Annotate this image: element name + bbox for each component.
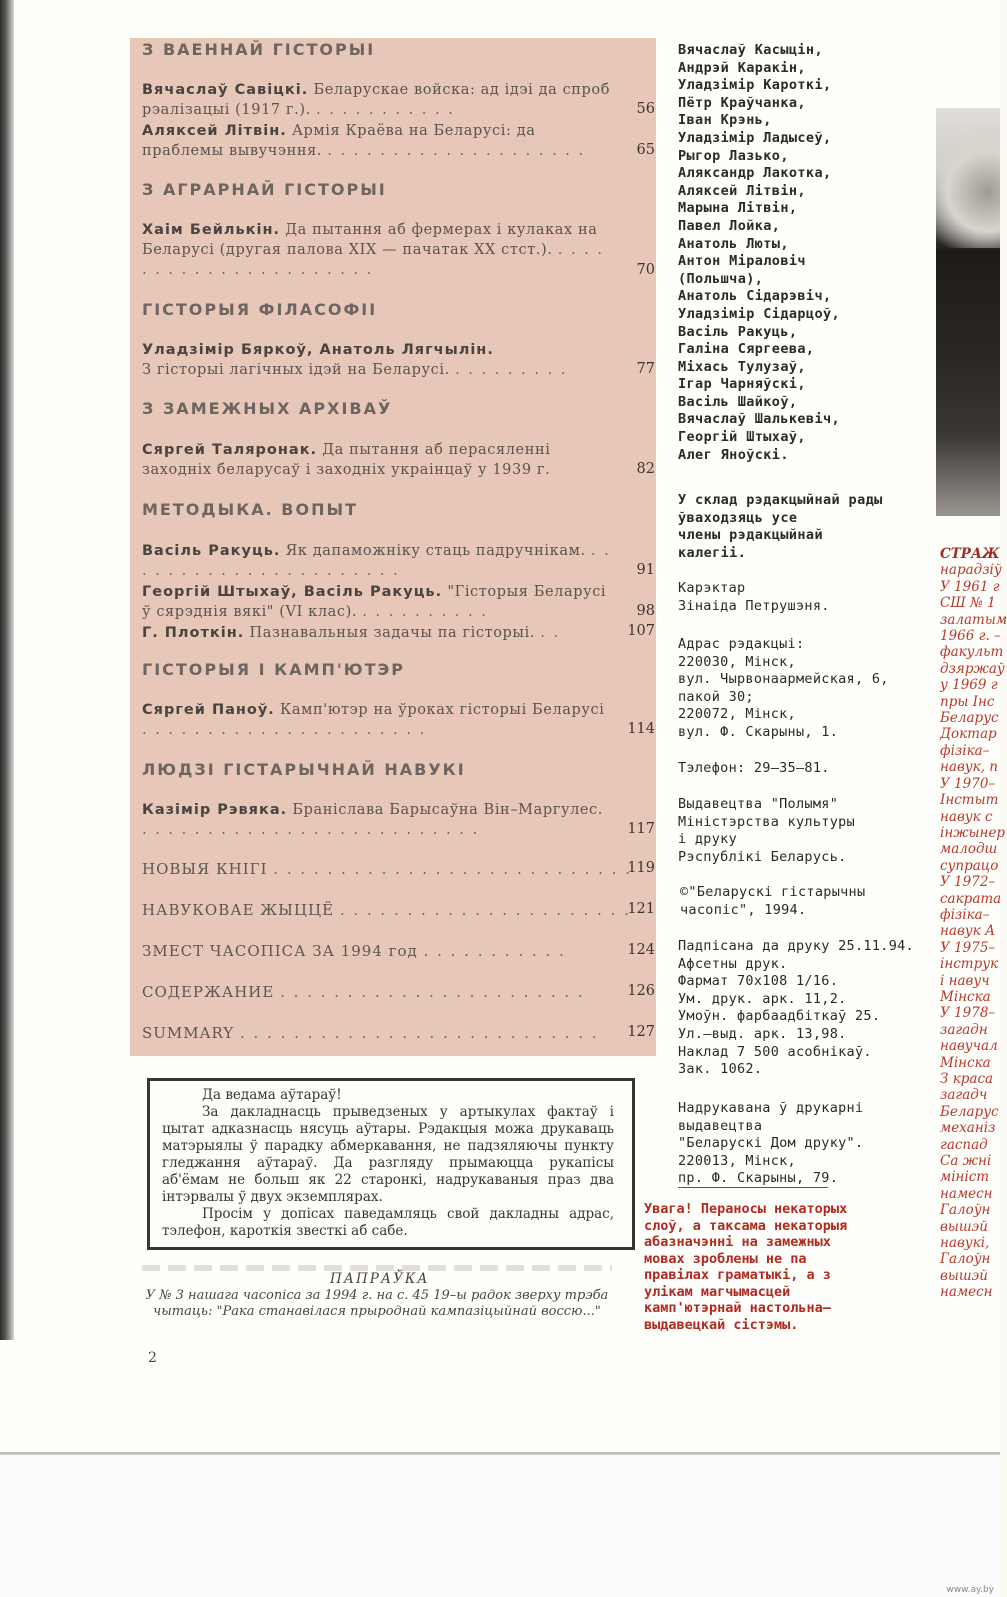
- board-member: (Польшча),: [678, 270, 764, 287]
- address-block: [678, 636, 933, 742]
- biography-line: механіз: [940, 1120, 996, 1137]
- address-line: вул. Ф. Скарыны, 1.: [678, 723, 839, 740]
- dot-leader: . . . . . . . . . .: [362, 604, 488, 620]
- biography-line: сакрата: [940, 890, 1002, 907]
- address-line: 220030, Мінск,: [678, 653, 796, 670]
- toc-author: Сяргей Таляронак.: [142, 442, 318, 458]
- board-note-line: ўваходзяць усе: [678, 509, 798, 526]
- dot-leader: . . . . . . . . . . . . . . . . . . . . . .: [142, 242, 605, 278]
- toc-author: Г. Плоткін.: [142, 625, 245, 641]
- dot-leader: . . . . . . . . . . . . . . . . . . . .: [327, 143, 586, 159]
- corrector-line: Зінаіда Петрушэня.: [678, 597, 830, 614]
- board-member: Аляксандр Лакотка,: [678, 165, 832, 182]
- column-divider: [678, 1187, 828, 1188]
- toc-page: 117: [627, 821, 655, 837]
- biography-line: факульт: [940, 644, 1004, 661]
- biography-line: У 1970–: [940, 775, 996, 792]
- dot-leader: . .: [540, 625, 561, 641]
- toc-text: Да пытання аб перасяленні заходніх беларусаў і заходніх украінцаў у 1939 г.: [142, 442, 551, 478]
- biography-line: навукі,: [940, 1235, 990, 1252]
- toc-text: ЗМЕСТ ЧАСОПІСА ЗА 1994 год: [142, 942, 418, 960]
- toc-page: 70: [636, 262, 655, 278]
- dot-leader: . . . . . . . . . . .: [316, 102, 455, 118]
- toc-bare-entry[interactable]: [142, 901, 631, 919]
- board-member: Вячаслаў Шалькевіч,: [678, 411, 841, 428]
- board-member: Анатоль Люты,: [678, 235, 789, 252]
- toc-bare-entry[interactable]: [142, 942, 566, 960]
- erratum-title: ПАПРАЎКА: [330, 1271, 430, 1287]
- address-line: вул. Чырвонаармейская, 6,: [678, 671, 889, 688]
- toc-entry[interactable]: [142, 80, 612, 120]
- publisher-block: [678, 796, 933, 866]
- section-title: З ЗАМЕЖНЫХ АРХІВАЎ: [142, 399, 393, 418]
- warning-line: улікам магчымасцей: [644, 1283, 791, 1300]
- biography-line: Галоўн: [940, 1251, 991, 1268]
- toc-page: 56: [636, 101, 655, 117]
- toc-text: Пазнавальныя задачы па гісторыі.: [249, 625, 536, 641]
- toc-author: Сяргей Паноў.: [142, 702, 275, 718]
- biography-line: фізіка–: [940, 742, 990, 759]
- print-detail-line: Ум. друк. арк. 11,2.: [678, 990, 847, 1007]
- address-line: пакой 30;: [678, 688, 754, 705]
- toc-text: Камп'ютэр на ўроках гісторыі Беларусі: [280, 702, 605, 718]
- dot-leader: . . . . . . . . . . . . . . . . . . . . . .: [142, 722, 427, 738]
- dot-leader: . . . . . . . . . . . . . . . . . . . . . . . . . . .: [273, 860, 633, 878]
- toc-page: 98: [636, 603, 655, 619]
- biography-line: фізіка–: [940, 906, 990, 923]
- warning-line: правілах граматыкі, а з: [644, 1267, 831, 1283]
- publisher-line: Рэспублікі Беларусь.: [678, 848, 847, 865]
- toc-author: Аляксей Літвін.: [142, 123, 287, 139]
- board-member: Андрэй Каракін,: [678, 59, 806, 76]
- dot-leader: . . . . . . . . . . . . . . . . . . . . . . . . . .: [142, 822, 480, 838]
- board-member: Анатоль Сідарэвіч,: [678, 288, 832, 305]
- biography-line: і навуч: [940, 972, 990, 989]
- board-member: Іван Крэнь,: [678, 112, 772, 129]
- board-member: Георгій Штыхаў,: [678, 429, 806, 446]
- print-detail-line: Зак. 1062.: [678, 1061, 763, 1078]
- toc-page: 91: [636, 562, 655, 578]
- dot-leader: . . . . . . . . . . . . . . . . . . . . . . .: [280, 983, 585, 1001]
- notice-paragraph: За дакладнасць прыведзеных у артыкулах фактаў і цытат адказнасць нясуць аўтары. Рэдакцыя можа друкаваць матэрыялы ў парадку абмеркавання, не падзяляючы пункту гледжання аўтараў. Да разгляду прымаюцца рукапісы аб'ёмам не больш як 22 старонкі, надрукаваныя праз два інтэрвалы ў двух экземплярах.: [162, 1104, 614, 1205]
- erratum-text: У № 3 нашага часопіса за 1994 г. на с. 45 19–ы радок зверху трэба чытаць: "Рака станавілася прыроднай кампазіцыйнай воссю...": [145, 1288, 609, 1319]
- print-details-block: [678, 938, 933, 1079]
- toc-text: СОДЕРЖАНИЕ: [142, 983, 275, 1001]
- warning-line: Увага! Пераносы некаторых: [644, 1201, 848, 1217]
- toc-page: 127: [627, 1024, 655, 1040]
- publisher-line: і друку: [678, 831, 737, 848]
- biography-line: Мінска: [940, 988, 991, 1005]
- editorial-board-note: [678, 492, 933, 562]
- authors-notice-box: [147, 1078, 635, 1250]
- biography-line: 1966 г. –: [940, 628, 1001, 645]
- toc-entry[interactable]: [142, 220, 612, 280]
- toc-entry[interactable]: [142, 121, 612, 161]
- toc-entry[interactable]: [142, 700, 612, 740]
- biography-line: Інстыт: [940, 792, 999, 809]
- toc-page: 124: [627, 942, 655, 958]
- warning-line: слоў, а таксама некаторыя: [644, 1217, 848, 1234]
- toc-page: 77: [636, 361, 655, 377]
- toc-entry[interactable]: [142, 582, 612, 622]
- biography-line: У 1975–: [940, 939, 996, 956]
- biography-line: Галоўн: [940, 1202, 991, 1219]
- corrector-block: [678, 580, 933, 615]
- biography-line: намесн: [940, 1284, 993, 1301]
- toc-bare-entry[interactable]: [142, 860, 632, 878]
- copyright-block: [678, 884, 935, 919]
- board-note-line: члены рэдакцыйнай: [678, 527, 823, 544]
- board-member: Уладзімір Ладысеў,: [678, 129, 832, 146]
- board-member: Алег Яноўскі.: [678, 446, 789, 463]
- biography-line: вышэй: [940, 1267, 988, 1284]
- section-title: ЛЮДЗІ ГІСТАРЫЧНАЙ НАВУКІ: [142, 760, 466, 779]
- warning-line: абазначэнні на замежных: [644, 1234, 831, 1250]
- notice-paragraph: Просім у допісах паведамляць свой дакладны адрас, тэлефон, кароткія звесткі аб сабе.: [162, 1206, 614, 1239]
- biography-line: нарадзіў: [940, 562, 1002, 579]
- biography-line: СШ № 1: [940, 595, 996, 612]
- toc-author: Хаім Бейлькін.: [142, 222, 281, 238]
- board-member: Аляксей Літвін,: [678, 182, 806, 199]
- toc-entry[interactable]: [142, 623, 612, 643]
- biography-title: СТРАЖ: [940, 546, 1000, 562]
- board-member: Вячаслаў Касыцін,: [678, 42, 823, 58]
- board-member: Васіль Ракуць,: [678, 323, 798, 340]
- printer-block: [678, 1100, 933, 1188]
- dot-leader: . . . . . . . . . . . . . . . . . . . . . . . . . . .: [239, 1024, 599, 1042]
- corrector-line: Карэктар: [678, 580, 746, 596]
- toc-author: Васіль Ракуць.: [142, 543, 281, 559]
- toc-page: 126: [627, 983, 655, 999]
- toc-entry[interactable]: [142, 800, 612, 840]
- toc-author: Вячаслаў Савіцкі.: [142, 82, 309, 98]
- biography-line: інжынер: [940, 824, 1006, 841]
- toc-page: 119: [627, 860, 655, 876]
- dot-leader: . . . . . . . . . . . . . . . . . . . . . .: [339, 901, 631, 919]
- biography-line: навук с: [940, 808, 993, 825]
- copyright-line: ©"Беларускі гістарычны: [680, 884, 866, 900]
- biography-line: дзяржаў: [940, 660, 1005, 677]
- toc-page: 107: [627, 623, 655, 639]
- board-member: Міхась Тулузаў,: [678, 358, 806, 375]
- board-member: Уладзімір Кароткі,: [678, 77, 832, 94]
- board-note-line: У склад рэдакцыйнай рады: [678, 492, 883, 508]
- typography-warning: [644, 1201, 924, 1333]
- section-title: МЕТОДЫКА. ВОПЫТ: [142, 500, 358, 519]
- board-member: Васіль Шайкоў,: [678, 393, 798, 410]
- scan-margin: [0, 1455, 1000, 1597]
- section-title: З ВАЕННАЙ ГІСТОРЫІ: [142, 40, 376, 59]
- printer-line: пр. Ф. Скарыны, 79.: [678, 1170, 839, 1187]
- biography-line: мініст: [940, 1169, 990, 1186]
- toc-text: "Гісторыя Беларусі ў сярэднія вякі" (VI клас).: [142, 584, 607, 620]
- biography-line: У 1972–: [940, 874, 996, 891]
- section-title: ГІСТОРЫЯ І КАМП'ЮТЭР: [142, 660, 405, 679]
- dot-leader: . . . . . . . . .: [455, 362, 568, 378]
- toc-text: Да пытання аб фермерах і кулаках на Беларусі (другая палова XIX — пачатак XX стст.).: [142, 222, 598, 258]
- biography-line: У 1978–: [940, 1005, 996, 1022]
- address-line: Адрас рэдакцыі:: [678, 636, 805, 652]
- publisher-line: Міністэрства культуры: [678, 813, 855, 830]
- toc-entry[interactable]: [142, 440, 612, 480]
- biography-line: Мінска: [940, 1054, 991, 1071]
- biography-line: супрацо: [940, 857, 999, 874]
- toc-page: 114: [627, 721, 655, 737]
- dot-leader: . . . . . . . . . . .: [423, 942, 566, 960]
- printer-line: "Беларускі Дом друку".: [678, 1135, 864, 1152]
- page-number: 2: [148, 1350, 157, 1366]
- toc-page: 65: [636, 142, 655, 158]
- section-title: ГІСТОРЫЯ ФІЛАСОФІІ: [142, 300, 378, 319]
- print-detail-line: Наклад 7 500 асобнікаў.: [678, 1043, 872, 1060]
- toc-bare-entry[interactable]: [142, 983, 585, 1001]
- biography-line: З красa: [940, 1071, 994, 1087]
- toc-text: Беларускае войска: ад ідэі да спроб рэалізацыі (1917 г.).: [142, 82, 611, 118]
- biography-line: інструк: [940, 956, 999, 973]
- biography-line: Беларус: [940, 710, 999, 727]
- toc-text: З гісторыі лагічных ідэй на Беларусі.: [142, 362, 450, 378]
- biography-line: залатым: [940, 611, 1007, 628]
- biography-line: у 1969 г: [940, 677, 998, 694]
- board-member: Марына Літвін,: [678, 200, 798, 217]
- biography-line: малодш: [940, 841, 998, 858]
- biography-line: вышэй: [940, 1218, 988, 1235]
- toc-bare-entry[interactable]: [142, 1024, 599, 1042]
- board-member: Галіна Сяргеева,: [678, 341, 815, 358]
- print-detail-line: Умоўн. фарбаадбіткаў 25.: [678, 1008, 881, 1025]
- warning-line: мовах зроблены не па: [644, 1250, 807, 1267]
- phone-line: Тэлефон: 29–35–81.: [678, 760, 830, 776]
- printer-line: 220013, Мінск,: [678, 1152, 796, 1169]
- watermark: www.ay.by: [946, 1585, 994, 1595]
- biography-line: намесн: [940, 1185, 993, 1202]
- printer-line: выдавецтва: [678, 1117, 763, 1134]
- biography-line: навук А: [940, 923, 996, 940]
- biography-line: загадч: [940, 1087, 988, 1104]
- board-member: Уладзімір Сідарцоў,: [678, 305, 841, 322]
- copyright-line: часопіс", 1994.: [680, 901, 807, 918]
- biography-line: навук, п: [940, 759, 998, 776]
- printer-line: Надрукавана ў друкарні: [678, 1100, 864, 1116]
- toc-text: SUMMARY: [142, 1024, 235, 1042]
- toc-page: 82: [636, 461, 655, 477]
- biography-line: навучал: [940, 1038, 998, 1055]
- board-note-line: калегіі.: [678, 544, 747, 561]
- scan-edge: [0, 0, 14, 1340]
- toc-text: Браніслава Барысаўна Він–Маргулес.: [292, 802, 603, 818]
- warning-line: выдавецкай сістэмы.: [644, 1316, 799, 1333]
- print-detail-line: Афсетны друк.: [678, 955, 788, 972]
- print-detail-line: Падпісана да друку 25.11.94.: [678, 938, 914, 954]
- toc-author: Георгій Штыхаў, Васіль Ракуць.: [142, 584, 443, 600]
- board-member: Ігар Чарняўскі,: [678, 376, 806, 393]
- editorial-board-list: [678, 42, 933, 464]
- print-detail-line: Ул.—выд. арк. 13,98.: [678, 1025, 847, 1042]
- toc-text: Армія Краёва на Беларусі: да праблемы вывучэння.: [142, 123, 536, 159]
- toc-text: НАВУКОВАЕ ЖЫЦЦЁ: [142, 901, 335, 919]
- dot-leader: . . . . . . . . . . . . . . . . . . . . . .: [142, 543, 611, 579]
- toc-author: Казімір Рэвяка.: [142, 802, 288, 818]
- board-member: Пётр Краўчанка,: [678, 94, 806, 111]
- board-member: Рыгор Лазько,: [678, 147, 789, 164]
- biography-line: загадн: [940, 1021, 988, 1038]
- toc-page: 121: [627, 901, 655, 917]
- biography-line: Беларус: [940, 1103, 999, 1120]
- toc-author: Уладзімір Бяркоў, Анатоль Лягчылін.: [142, 342, 494, 358]
- toc-text: Як дапаможніку стаць падручнікам.: [285, 543, 586, 559]
- portrait-photo-highlight: [936, 108, 1000, 248]
- toc-entry[interactable]: [142, 541, 612, 581]
- notice-heading: Да ведама аўтараў!: [202, 1087, 342, 1103]
- biography-line: гаспад: [940, 1136, 988, 1153]
- address-line: 220072, Мінск,: [678, 706, 796, 723]
- print-detail-line: Фармат 70х108 1/16.: [678, 973, 839, 990]
- board-member: Антон Міраловіч: [678, 253, 806, 270]
- biography-column: [940, 546, 1007, 1301]
- section-title: З АГРАРНАЙ ГІСТОРЫІ: [142, 180, 387, 199]
- toc-entry[interactable]: [142, 340, 612, 380]
- board-member: Павел Лойка,: [678, 217, 781, 234]
- toc-text: НОВЫЯ КНІГІ: [142, 860, 268, 878]
- biography-line: У 1961 г: [940, 578, 1000, 595]
- biography-line: Доктар: [940, 726, 997, 743]
- biography-line: Са жні: [940, 1153, 992, 1170]
- biography-line: пры Інс: [940, 693, 995, 710]
- publisher-line: Выдавецтва "Полымя": [678, 796, 839, 812]
- warning-line: камп'ютэрнай настольна–: [644, 1300, 831, 1316]
